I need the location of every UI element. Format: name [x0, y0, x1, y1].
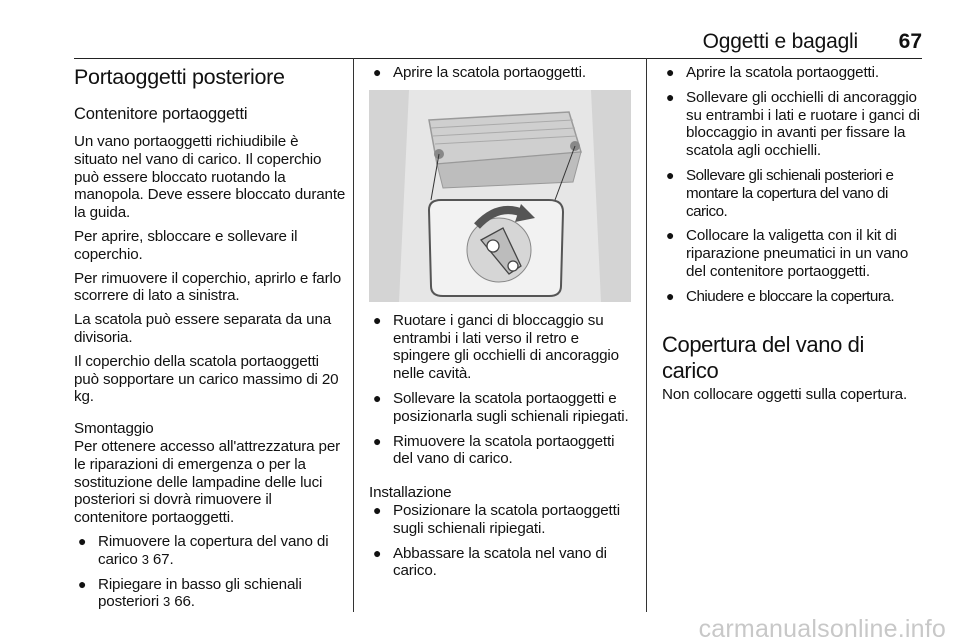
list-item: ● Sollevare la scatola portaoggetti e posizionarla sugli schienali ripiegati. [373, 389, 629, 425]
list-item: ● Sollevare gli occhielli di ancoraggio su entrambi i lati e ruotare i ganci di bloccaggio in avanti per fissare la scatola agli occhielli. [666, 88, 920, 160]
bullet-icon: ● [373, 389, 382, 406]
page-header [74, 8, 922, 59]
section-heading-cargo-cover: Copertura del vano di carico [662, 331, 864, 383]
header-title: Oggetti e bagagli [702, 30, 858, 53]
bullet-icon: ● [78, 575, 87, 592]
paragraph: Un vano portaoggetti richiudibile è situato nel vano di carico. Il coperchio può essere bloccato ruotando la manopola. Deve essere bloccato durante la guida. [74, 133, 346, 222]
list-item: ● Posizionare la scatola portaoggetti sugli schienali ripiegati. [373, 501, 620, 537]
bullet-icon: ● [666, 166, 674, 183]
storage-box-illustration [369, 90, 631, 302]
list-item: ● Aprire la scatola portaoggetti. [666, 64, 879, 81]
paragraph: Il coperchio della scatola portaoggetti può sopportare un carico massimo di 20 kg. [74, 352, 339, 406]
page-ref-link[interactable]: 66. [174, 593, 195, 611]
list-item: ● Aprire la scatola portaoggetti. [373, 64, 586, 81]
column-3 [662, 64, 924, 409]
bullet-icon: ● [373, 544, 382, 561]
bullet-icon: ● [373, 64, 382, 80]
installazione-title: Installazione [369, 484, 452, 502]
installazione-list [369, 502, 635, 580]
list-item: ● Chiudere e bloccare la copertura. [666, 287, 895, 305]
bullet-icon: ● [666, 88, 675, 105]
paragraph: La scatola può essere separata da una divisoria. [74, 311, 332, 346]
list-item: ● Collocare la valigetta con il kit di riparazione pneumatici in un vano del contenitore portaoggetti. [666, 227, 909, 280]
bullet-icon: ● [78, 532, 87, 549]
column-2 [369, 64, 635, 587]
paragraph: Non collocare oggetti sulla copertura. [662, 385, 908, 403]
smontaggio-text: Per ottenere accesso all'attrezzatura per le riparazioni di emergenza o per la sostituzione delle lampadine delle luci posteriori si dovrà rimuovere il contenitore portaoggetti. [74, 437, 341, 527]
paragraph: Per rimuovere il coperchio, aprirlo e farlo scorrere di lato a sinistra. [74, 269, 342, 305]
bullet-icon: ● [373, 501, 382, 518]
page-ref-icon: 3 [141, 551, 149, 567]
installazione-steps-list [662, 64, 924, 306]
column-divider-1 [353, 58, 354, 612]
list-item: ● Ruotare i ganci di bloccaggio su entrambi i lati verso il retro e spingere gli occhielli di ancoraggio nelle cavità. [373, 311, 619, 383]
bullet-icon: ● [666, 64, 675, 80]
page-number: 67 [898, 30, 922, 53]
smontaggio-title: Smontaggio [74, 420, 154, 438]
list-item: ● Rimuovere la copertura del vano di carico 3 67. [78, 532, 329, 568]
smontaggio-list [74, 533, 346, 611]
list-item: ● Abbassare la scatola nel vano di carico. [373, 544, 607, 580]
subsection-heading: Contenitore portaoggetti [74, 105, 248, 123]
list-item: ● Ripiegare in basso gli schienali posteriori 3 66. [78, 575, 302, 611]
page-ref-link[interactable]: 67. [152, 550, 174, 568]
bullet-icon: ● [373, 432, 382, 449]
smontaggio-steps-list [369, 312, 635, 468]
watermark: carmanualsonline.info [698, 615, 946, 643]
list-item: ● Rimuovere la scatola portaoggetti del vano di carico. [373, 432, 615, 468]
bullet-icon: ● [373, 311, 382, 328]
column-divider-2 [646, 58, 647, 612]
page-ref-icon: 3 [163, 594, 171, 610]
list-item: ● Sollevare gli schienali posteriori e montare la copertura del vano di carico. [666, 166, 894, 220]
section-heading: Portaoggetti posteriore [74, 65, 285, 89]
bullet-icon: ● [666, 227, 675, 244]
paragraph: Per aprire, sbloccare e sollevare il coperchio. [74, 227, 298, 263]
column-1 [74, 64, 346, 618]
bullet-icon: ● [666, 287, 674, 304]
